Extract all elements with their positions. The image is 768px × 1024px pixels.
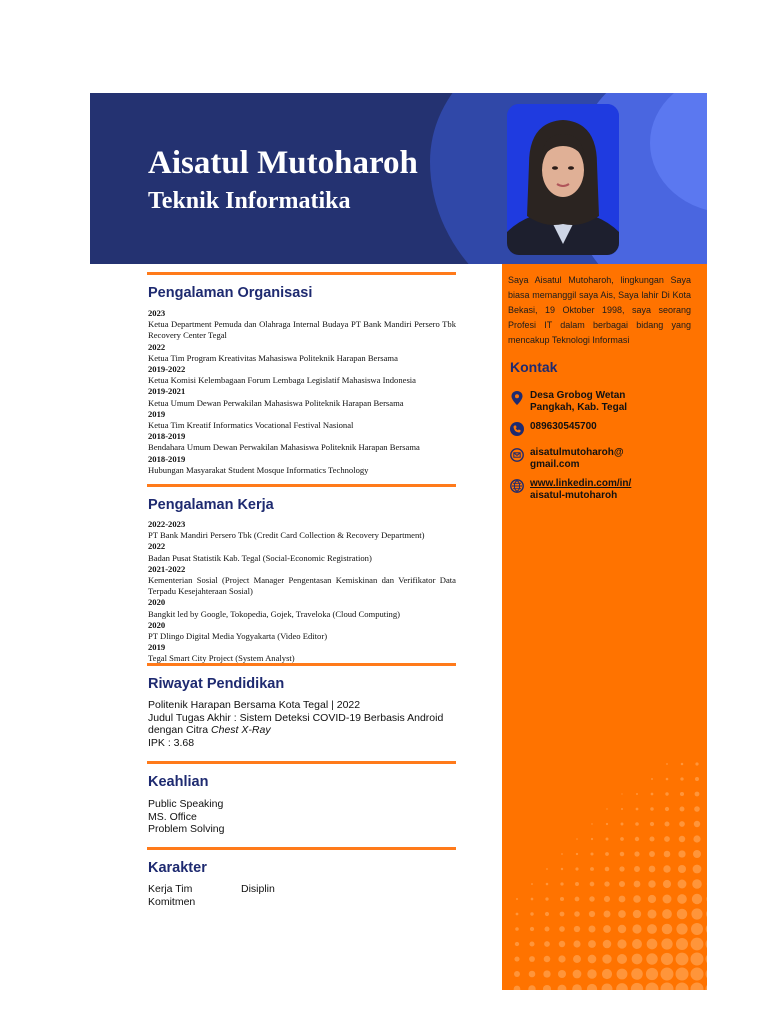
thesis-line: Judul Tugas Akhir : Sistem Deteksi COVID-19 Berbasis Android (148, 711, 444, 724)
entry-year: 2020 (148, 597, 166, 608)
entry-year: 2022 (148, 541, 166, 552)
contact-address (510, 390, 627, 414)
entry-text: Ketua Tim Kreatif Informatics Vocational Festival Nasional (148, 420, 354, 431)
entry-text: Kementerian Sosial (Project Manager Pengentasan Kemiskinan dan Verifikator Data Terpadu Kesejahteraan Sosial) (148, 575, 456, 597)
karakter-col-1 (148, 883, 195, 908)
contact-heading: Kontak (510, 359, 558, 375)
trait-item: Komitmen (148, 895, 196, 908)
email-line[interactable]: aisatulmutoharoh@ (530, 447, 624, 458)
address-line: Desa Grobog Wetan (530, 390, 626, 401)
section-divider (147, 272, 456, 275)
about-text: Saya Aisatul Mutoharoh, lingkungan Saya biasa memanggil saya Ais, Saya lahir Di Kota Bekasi, 19 Oktober 1998, saya seorang Profesi IT dalam berbagai bidang yang mencakup Teknologi Informasi (508, 275, 691, 345)
email-icon (510, 448, 524, 462)
linkedin-link-continued[interactable]: aisatul-mutoharoh (530, 490, 618, 501)
entry-year: 2022 (148, 341, 166, 352)
entry-year: 2022-2023 (148, 519, 186, 529)
entry-text: Badan Pusat Statistik Kab. Tegal (Social-Economic Registration) (148, 552, 372, 563)
profile-photo (507, 104, 619, 255)
phone-number: 089630545700 (530, 421, 597, 432)
person-name: Aisatul Mutoharoh (148, 145, 418, 181)
kerja-heading: Pengalaman Kerja (148, 497, 274, 513)
entry-year: 2019-2022 (148, 364, 186, 375)
organisasi-list (148, 308, 456, 476)
globe-icon (510, 479, 524, 493)
entry-text: PT Dlingo Digital Media Yogyakarta (Video Editor) (148, 631, 328, 642)
entry-year: 2018-2019 (148, 453, 186, 464)
skill-item: MS. Office (148, 810, 197, 823)
entry-year: 2020 (148, 619, 166, 630)
entry-year: 2021-2022 (148, 563, 186, 574)
entry-text: Bangkit led by Google, Tokopedia, Gojek, Traveloka (Cloud Computing) (148, 608, 401, 619)
organisasi-heading: Pengalaman Organisasi (148, 285, 313, 301)
contact-linkedin (510, 478, 631, 502)
skill-item: Problem Solving (148, 823, 225, 835)
entry-text: Ketua Tim Program Kreativitas Mahasiswa Politeknik Harapan Bersama (148, 352, 398, 363)
entry-text: Bendahara Umum Dewan Perwakilan Mahasiswa Politeknik Harapan Bersama (148, 442, 420, 453)
phone-icon (510, 422, 524, 436)
section-divider (147, 761, 456, 764)
trait-item: Kerja Tim (148, 883, 193, 895)
skill-item: Public Speaking (148, 798, 224, 810)
entry-text: PT Bank Mandiri Persero Tbk (Credit Card Collection & Recovery Department) (148, 530, 425, 541)
email-line[interactable]: gmail.com (530, 459, 580, 470)
pendidikan-heading: Riwayat Pendidikan (148, 676, 285, 692)
entry-year: 2019 (148, 408, 166, 419)
keahlian-heading: Keahlian (148, 774, 209, 790)
section-divider (147, 484, 456, 487)
entry-year: 2019-2021 (148, 386, 186, 397)
entry-text: Ketua Komisi Kelembagaan Forum Lembaga Legislatif Mahasiswa Indonesia (148, 375, 417, 386)
section-divider (147, 847, 456, 850)
trait-item: Disiplin (241, 883, 275, 895)
gpa-line: IPK : 3.68 (148, 736, 195, 749)
thesis-text: dengan Citra (148, 724, 212, 736)
section-divider (147, 663, 456, 666)
contact-email (510, 447, 624, 471)
pendidikan-details (148, 699, 443, 749)
karakter-heading: Karakter (148, 860, 207, 876)
entry-text: Hubungan Masyarakat Student Mosque Informatics Technology (148, 464, 369, 475)
entry-year: 2018-2019 (148, 431, 186, 442)
address-line: Pangkah, Kab. Tegal (530, 402, 628, 413)
linkedin-link[interactable]: www.linkedin.com/in/ (530, 478, 632, 489)
location-pin-icon (510, 391, 524, 405)
contact-phone (510, 421, 597, 436)
thesis-line-continued (148, 724, 443, 737)
kerja-list (148, 519, 456, 665)
person-title: Teknik Informatika (148, 188, 351, 214)
keahlian-list (148, 798, 224, 836)
entry-text: Ketua Umum Dewan Perwakilan Mahasiswa Politeknik Harapan Bersama (148, 397, 404, 408)
entry-year: 2019 (148, 642, 166, 653)
entry-year: 2023 (148, 308, 166, 318)
school-line: Politenik Harapan Bersama Kota Tegal | 2022 (148, 699, 361, 711)
karakter-col-2 (241, 883, 275, 896)
thesis-italic-text: Chest X-Ray (211, 724, 271, 736)
portrait-illustration (507, 104, 619, 255)
entry-text: Ketua Department Pemuda dan Olahraga Internal Budaya PT Bank Mandiri Persero Tbk Recovery Center Tegal (148, 319, 456, 341)
entry-text: Tegal Smart City Project (System Analyst) (148, 653, 295, 664)
